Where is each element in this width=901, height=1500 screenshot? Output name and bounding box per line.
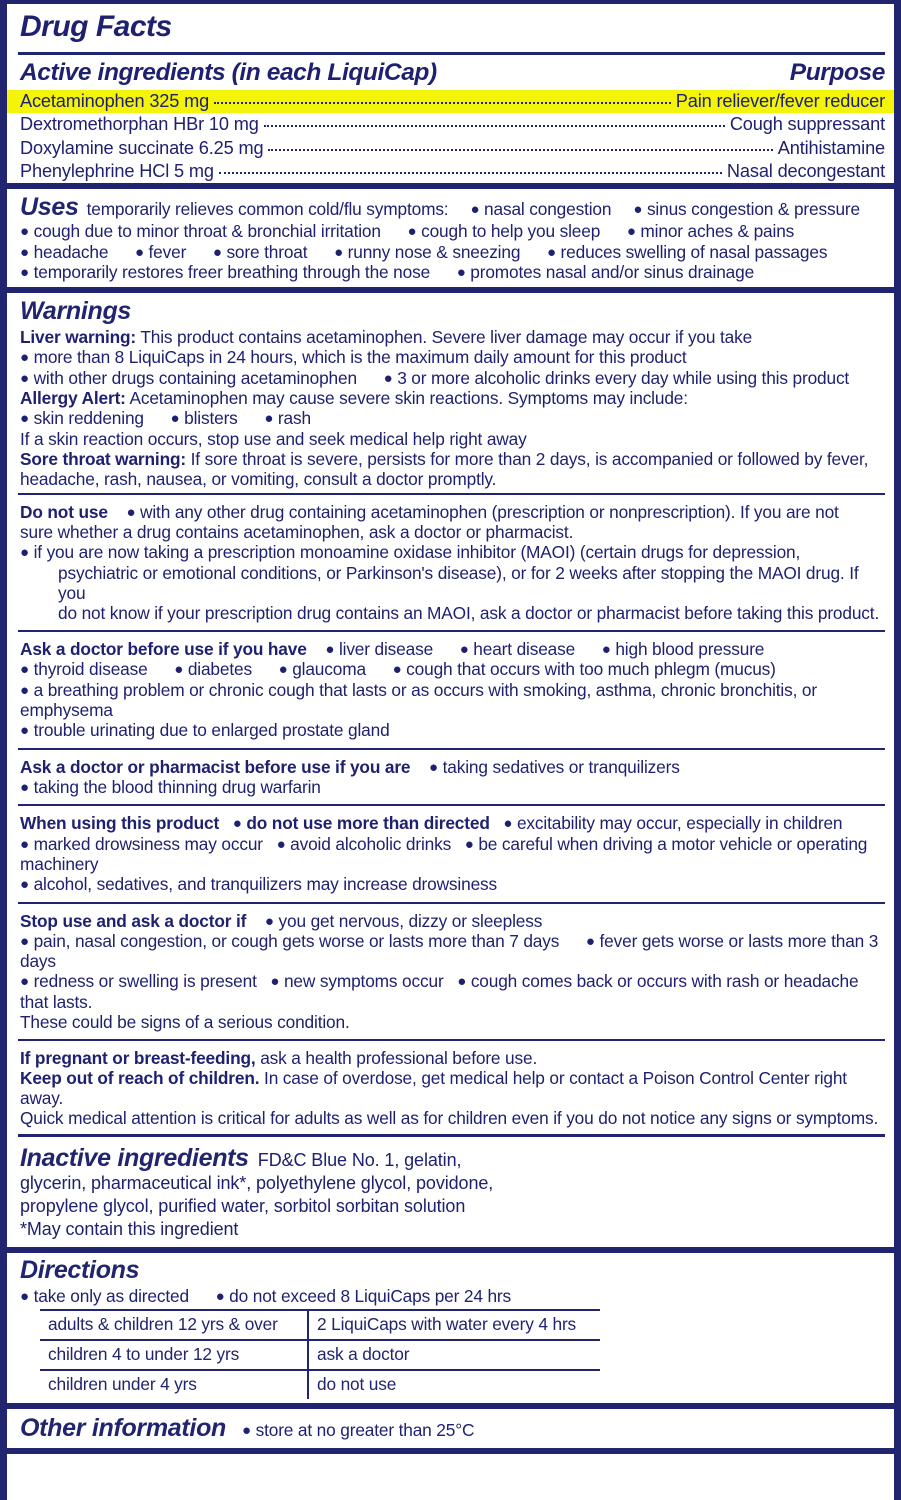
- leader-dots: [214, 102, 671, 104]
- divider-pregnancy: [18, 1039, 885, 1041]
- active-ingredients-header: [18, 58, 885, 90]
- do-not-use-item: if you are now taking a prescription monoamine oxidase inhibitor (MAOI) (certain drugs for depression,: [33, 542, 801, 563]
- uses-heading: Uses: [20, 193, 79, 222]
- ask-pharmacist-section: Ask a doctor or pharmacist before use if you are ● taking sedatives or tranquilizers ● taking the blood thinning drug warfarin: [20, 756, 680, 797]
- when-using-item: marked drowsiness may occur: [33, 833, 263, 854]
- divider-ask-pharmacist: [18, 748, 885, 750]
- ask-doctor-item: a breathing problem or chronic cough that lasts or as occurs with smoking, asthma, chronic bronchitis, or emphysema: [20, 679, 817, 721]
- divider-when-using: [18, 804, 885, 806]
- uses-item: reduces swelling of nasal passages: [560, 241, 828, 262]
- drug-facts-header: [18, 4, 885, 49]
- other-information-section: Other information ● store at no greater than 25°C: [20, 1413, 475, 1442]
- sore-throat-label: Sore throat warning:: [20, 448, 186, 469]
- ingredient-name: Acetaminophen 325 mg: [20, 91, 210, 111]
- ask-doctor-item: trouble urinating due to enlarged prostate gland: [33, 720, 390, 741]
- do-not-use-item-cont: psychiatric or emotional conditions, or Parkinson's disease), or for 2 weeks after stopping the MAOI drug. If you: [58, 562, 859, 603]
- divider-inactive: [18, 1134, 885, 1137]
- stop-use-item: fever gets worse or lasts more than 3 days: [20, 930, 879, 972]
- ask-doctor-item: liver disease: [338, 638, 434, 659]
- ask-doctor-item: diabetes: [187, 659, 252, 680]
- keep-out-text-cont: Quick medical attention is critical for adults as well as for children even if you do not notice any signs or symptoms.: [20, 1108, 879, 1129]
- sore-throat-text: If sore throat is severe, persists for more than 2 days, is accompanied or followed by fever,: [190, 448, 869, 469]
- dosage-age: children under 4 yrs: [40, 1370, 308, 1399]
- allergy-followup: If a skin reaction occurs, stop use and seek medical help right away: [20, 428, 527, 449]
- uses-item: fever: [148, 241, 187, 262]
- ingredient-purpose: Nasal decongestant: [726, 160, 885, 181]
- inactive-ingredients-line: propylene glycol, purified water, sorbitol sorbitan solution: [20, 1196, 466, 1217]
- do-not-use-item-cont: sure whether a drug contains acetaminophen, ask a doctor or pharmacist.: [20, 522, 574, 543]
- keep-out-text: In case of overdose, get medical help or contact a Poison Control Center right away.: [20, 1067, 847, 1108]
- uses-section: Uses temporarily relieves common cold/flu symptoms: ● nasal congestion ● sinus congestion & pressure ● cough due to minor throat & bronchial irritation ● cough to help you sleep ● minor aches & pains ● headache ● fever ● sore throat ● runny nose & sneezing ● reduces swelling of nasal passages ● temporarily restores freer breathing through the nose ● promotes nasal and/or sinus drainage: [20, 193, 860, 282]
- divider-do-not-use: [18, 493, 885, 495]
- liver-warning-item: 3 or more alcoholic drinks every day while using this product: [397, 367, 850, 388]
- directions-section: Directions ● take only as directed ● do not exceed 8 LiquiCaps per 24 hrs adults & children 12 yrs & over 2 LiquiCaps with water every 4 hrs children 4 to under 12 yrs ask a doctor children under 4 yrs do not use: [18, 1253, 885, 1402]
- leader-dots: [268, 149, 772, 151]
- ingredient-name: Doxylamine succinate 6.25 mg: [20, 137, 264, 158]
- when-using-label: When using this product: [20, 813, 220, 834]
- sore-throat-text-cont: headache, rash, nausea, or vomiting, consult a doctor promptly.: [20, 468, 497, 489]
- uses-item: cough to help you sleep: [421, 221, 601, 242]
- stop-use-section: Stop use and ask a doctor if ● you get nervous, dizzy or sleepless ● pain, nasal congestion, or cough gets worse or lasts more than 7 days ● fever gets worse or lasts more than 3 days ● redness or swelling is present ● new symptoms occur ● cough comes back or occurs with rash or headache that lasts. These could be signs of a serious condition.: [18, 908, 885, 1035]
- uses-item: cough due to minor throat & bronchial irritation: [33, 221, 381, 242]
- dosage-table: [40, 1309, 600, 1399]
- when-using-item: excitability may occur, especially in children: [516, 813, 843, 834]
- ingredient-name: Dextromethorphan HBr 10 mg: [20, 114, 259, 135]
- divider-ask-doctor: [18, 630, 885, 632]
- liver-warning-item: with other drugs containing acetaminophen: [33, 367, 357, 388]
- when-using-item: avoid alcoholic drinks: [290, 833, 452, 854]
- dosage-age: children 4 to under 12 yrs: [40, 1340, 308, 1370]
- other-information-heading: Other information: [20, 1413, 227, 1442]
- pregnancy-keepout-section: [18, 1045, 885, 1131]
- warnings-section: Warnings Liver warning: This product contains acetaminophen. Severe liver damage may occur if you take ● more than 8 LiquiCaps in 24 hours, which is the maximum daily amount for this product ● with other drugs containing acetaminophen ● 3 or more alcoholic drinks every day while using this product Allergy Alert: Acetaminophen may cause severe skin reactions. Symptoms may include: ● skin reddening ● blisters ● rash If a skin reaction occurs, stop use and seek medical help right away Sore throat warning: If sore throat is severe, persists for more than 2 days, is accompanied or followed by fever, headache, rash, nausea, or vomiting, consult a doctor promptly.: [18, 293, 885, 488]
- ask-pharmacist-item: taking the blood thinning drug warfarin: [33, 776, 321, 797]
- uses-item: sinus congestion & pressure: [646, 199, 860, 220]
- allergy-item: blisters: [184, 408, 238, 429]
- ingredient-purpose: Cough suppressant: [729, 114, 885, 135]
- ask-doctor-label: Ask a doctor before use if you have: [20, 638, 307, 659]
- inactive-ingredients-line: glycerin, pharmaceutical ink*, polyethylene glycol, povidone,: [20, 1173, 494, 1194]
- inactive-ingredients-line: FD&C Blue No. 1, gelatin,: [257, 1150, 462, 1171]
- uses-item: minor aches & pains: [640, 221, 795, 242]
- do-not-use-item-cont: do not know if your prescription drug contains an MAOI, ask a doctor or pharmacist before taking this product.: [58, 602, 880, 623]
- table-row: [40, 1310, 600, 1340]
- dosage-amount: ask a doctor: [308, 1340, 600, 1370]
- stop-use-item: redness or swelling is present: [33, 971, 257, 992]
- liver-warning-text: This product contains acetaminophen. Severe liver damage may occur if you take: [140, 327, 753, 348]
- do-not-use-item: with any other drug containing acetaminophen (prescription or nonprescription). If you are not: [140, 501, 839, 522]
- directions-item: take only as directed: [33, 1286, 189, 1307]
- inactive-ingredients-section: [18, 1140, 885, 1247]
- do-not-use-section: Do not use ● with any other drug containing acetaminophen (prescription or nonprescription). If you are not sure whether a drug contains acetaminophen, ask a doctor or pharmacist. ● if you are now taking a prescription monoamine oxidase inhibitor (MAOI) (certain drugs for depression, psychiatric or emotional conditions, or Parkinson's disease), or for 2 weeks after stopping the MAOI drug. If you do not know if your prescription drug contains an MAOI, ask a doctor or pharmacist before taking this product.: [18, 499, 885, 626]
- uses-item: sore throat: [226, 241, 308, 262]
- divider-stop-use: [18, 902, 885, 904]
- divider-bottom: [0, 1448, 897, 1454]
- pregnancy-text: ask a health professional before use.: [260, 1047, 538, 1068]
- uses-item: nasal congestion: [484, 199, 612, 220]
- do-not-use-label: Do not use: [20, 501, 108, 522]
- allergy-alert-label: Allergy Alert:: [20, 388, 126, 409]
- ask-doctor-item: glaucoma: [292, 659, 366, 680]
- allergy-item: skin reddening: [33, 408, 144, 429]
- dosage-amount: do not use: [308, 1370, 600, 1399]
- allergy-alert-text: Acetaminophen may cause severe skin reactions. Symptoms may include:: [129, 388, 688, 409]
- ask-doctor-item: high blood pressure: [615, 638, 765, 659]
- ask-pharmacist-item: taking sedatives or tranquilizers: [442, 756, 680, 777]
- leader-dots: [264, 125, 725, 127]
- directions-heading: Directions: [20, 1256, 140, 1285]
- uses-item: promotes nasal and/or sinus drainage: [470, 261, 755, 282]
- stop-use-item: new symptoms occur: [283, 971, 444, 992]
- active-ingredient-row: [18, 113, 885, 136]
- active-ingredient-row: [18, 137, 885, 160]
- ask-doctor-section: Ask a doctor before use if you have ● liver disease ● heart disease ● high blood pressure ● thyroid disease ● diabetes ● glaucoma ● cough that occurs with too much phlegm (mucus) ● a breathing problem or chronic cough that lasts or as occurs with smoking, asthma, chronic bronchitis, or emphysema ● trouble urinating due to enlarged prostate gland: [20, 638, 817, 741]
- active-ingredients-heading: Active ingredients (in each LiquiCap): [20, 59, 437, 86]
- uses-intro: temporarily relieves common cold/flu symptoms:: [86, 199, 449, 220]
- liver-warning-item: more than 8 LiquiCaps in 24 hours, which is the maximum daily amount for this product: [33, 347, 687, 368]
- dosage-age: adults & children 12 yrs & over: [40, 1310, 308, 1340]
- ingredient-purpose: Pain reliever/fever reducer: [675, 91, 885, 111]
- uses-item: headache: [33, 241, 109, 262]
- purpose-heading: Purpose: [789, 59, 885, 86]
- table-row: [40, 1340, 600, 1370]
- when-using-section: When using this product ● do not use more than directed ● excitability may occur, especially in children ● marked drowsiness may occur ● avoid alcoholic drinks ● be careful when driving a motor vehicle or operating machinery ● alcohol, sedatives, and tranquilizers may increase drowsiness: [20, 813, 868, 895]
- ingredient-name: Phenylephrine HCl 5 mg: [20, 160, 214, 181]
- ask-doctor-item: heart disease: [473, 638, 576, 659]
- active-ingredient-row: [7, 90, 894, 113]
- divider-title: [18, 52, 885, 55]
- stop-use-item: you get nervous, dizzy or sleepless: [278, 910, 543, 931]
- stop-use-followup: These could be signs of a serious condition.: [20, 1011, 350, 1032]
- other-information-item: store at no greater than 25°C: [255, 1419, 475, 1440]
- uses-item: runny nose & sneezing: [347, 241, 521, 262]
- when-using-item: alcohol, sedatives, and tranquilizers may increase drowsiness: [33, 874, 498, 895]
- inactive-ingredients-heading: Inactive ingredients: [20, 1144, 249, 1173]
- allergy-item: rash: [277, 408, 311, 429]
- inactive-ingredients-footnote: *May contain this ingredient: [20, 1219, 239, 1240]
- warnings-heading: Warnings: [20, 297, 132, 326]
- stop-use-label: Stop use and ask a doctor if: [20, 910, 247, 931]
- dosage-amount: 2 LiquiCaps with water every 4 hrs: [308, 1310, 600, 1340]
- ask-pharmacist-label: Ask a doctor or pharmacist before use if you are: [20, 756, 411, 777]
- keep-out-label: Keep out of reach of children.: [20, 1067, 260, 1088]
- pregnancy-label: If pregnant or breast-feeding,: [20, 1047, 256, 1068]
- when-using-item: do not use more than directed: [246, 813, 490, 834]
- ingredient-purpose: Antihistamine: [777, 137, 885, 158]
- stop-use-item: cough comes back or occurs with rash or headache that lasts.: [20, 971, 859, 1012]
- directions-item: do not exceed 8 LiquiCaps per 24 hrs: [229, 1286, 512, 1307]
- table-row: [40, 1370, 600, 1399]
- ask-doctor-item: thyroid disease: [33, 659, 148, 680]
- active-ingredient-row: [18, 160, 885, 183]
- ask-doctor-item: cough that occurs with too much phlegm (mucus): [406, 659, 776, 680]
- liver-warning-label: Liver warning:: [20, 327, 137, 348]
- stop-use-item: pain, nasal congestion, or cough gets worse or lasts more than 7 days: [33, 930, 560, 951]
- uses-item: temporarily restores freer breathing through the nose: [33, 261, 431, 282]
- when-using-item: be careful when driving a motor vehicle or operating machinery: [20, 833, 868, 875]
- page-title: Drug Facts: [20, 10, 172, 43]
- leader-dots: [219, 172, 722, 174]
